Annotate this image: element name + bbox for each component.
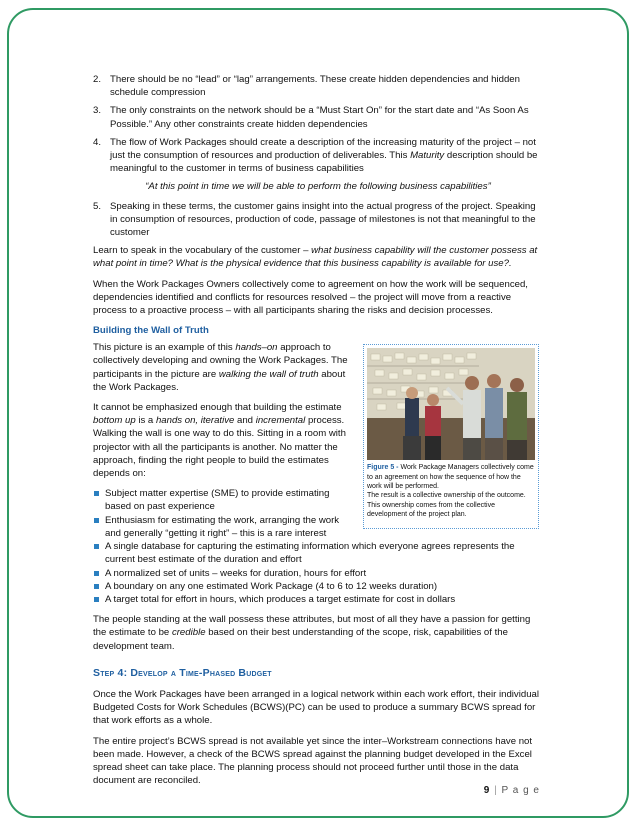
paragraph-step4-b: The entire project’s BCWS spread is not available yet since the inter–Workstream connections have not been made. However, a check of the BCWS spread against the planning budget developed in the Excel spread sheet can take place. The planning process should not proceed further until those in the data document are reconciled.	[93, 735, 533, 787]
list-item-5	[93, 200, 543, 240]
text: approach to collectively developing and owning the Work Packages. The participants in the picture are	[93, 342, 348, 380]
footer-separator: |	[490, 785, 502, 796]
item-text: There should be no “lead” or “lag” arrangements. These create hidden dependencies and hidden schedule compression	[110, 74, 520, 99]
emphasis: hands–on	[235, 342, 278, 354]
bullet-text: A normalized set of units – weeks for duration, hours for effort	[105, 567, 367, 579]
emphasis: what business capability will the customer possess at what point in time? What is the physical evidence that this business capability is available for use?.	[93, 245, 538, 270]
bullet-text: Subject matter expertise (SME) to provide estimating based on past experience	[105, 488, 330, 513]
item-text: description should be meaningful to the customer in terms of business capabilities	[110, 150, 538, 175]
heading-step-4: Step 4: Develop a Time-Phased Budget	[93, 666, 272, 679]
list-item-3	[93, 104, 543, 130]
paragraph-people	[93, 613, 543, 653]
bullet-square-icon	[94, 597, 99, 602]
heading-building-wall: Building the Wall of Truth	[93, 325, 209, 337]
item-number: 2.	[93, 74, 102, 85]
item-number: 3.	[93, 105, 102, 117]
wall-of-truth-photo	[367, 348, 535, 460]
capability-quote: “At this point in time we will be able to perform the following business capabilities”	[145, 181, 491, 193]
paragraph-step4-a: Once the Work Packages have been arranged in a logical network within each work effort, their individual Budgeted Costs for Work Schedules (BCWS)(PC) can be used to produce a summary BCWS spread for that work efforts as a whole.	[93, 688, 540, 727]
caption-text: The result is a collective ownership of the outcome. This ownership comes from the collective development of the project plan.	[367, 492, 526, 519]
wall-text-column	[93, 341, 351, 540]
figure-label: Figure 5 -	[367, 464, 399, 472]
emphasis: hands on, iterative	[155, 415, 235, 427]
emphasis: walking the wall of truth	[218, 368, 319, 380]
text: and	[234, 415, 256, 427]
bullet-square-icon	[94, 584, 99, 589]
emphasis: bottom up	[93, 415, 136, 427]
bullet-item	[93, 567, 543, 580]
item-text: The flow of Work Packages should create a description of the increasing maturity of the project – not just the consumption of resources and production of deliverables. This	[110, 136, 536, 162]
item-emphasis: Maturity	[410, 150, 445, 162]
text: process. Walking the wall is one way to do this. Sitting in a room with projector with all the participants is another. No matter the approach, finding the right people to build the estimates depends on:	[93, 415, 346, 480]
text: based on their best understanding of the scope, risk, capabilities of the development team.	[93, 627, 508, 652]
figure-caption	[367, 463, 535, 519]
text: Learn to speak in the vocabulary of the customer –	[93, 245, 312, 257]
item-text: The only constraints on the network should be a “Must Start On” for the start date and “As Soon As Possible.” Any other constraints create hidden dependencies	[110, 105, 529, 130]
bullet-text: A single database for capturing the estimating information which everyone agrees represents the current best estimate of the duration and effort	[105, 541, 515, 566]
bullet-text: Enthusiasm for estimating the work, arranging the work and generally “getting it right” – this is a rare interest	[105, 514, 340, 539]
list-item-4	[93, 136, 543, 176]
paragraph-picture	[93, 341, 351, 394]
bullet-text: A boundary on any one estimated Work Package (4 to 6 to 12 weeks duration)	[105, 580, 438, 592]
bullet-item	[93, 514, 351, 540]
bullet-square-icon	[94, 491, 99, 496]
paragraph-agreement: When the Work Packages Owners collectively come to agreement on how the work will be sequenced, dependencies identified and conflicts for resources resolved – the project will move from a reactive process to a proactive process – with all participants sharing the risks and decision processes.	[93, 278, 528, 317]
bullet-item	[93, 593, 543, 606]
list-item-2	[93, 73, 543, 99]
bullet-square-icon	[94, 571, 99, 576]
bullet-item	[93, 487, 351, 513]
text: is a	[135, 415, 156, 427]
page-footer	[484, 785, 540, 796]
bullet-item	[93, 540, 543, 566]
emphasis: credible	[171, 627, 206, 639]
document-body	[93, 73, 543, 794]
bullet-square-icon	[94, 544, 99, 549]
paragraph-emphasized	[93, 401, 351, 480]
text: This picture is an example of this	[93, 342, 236, 354]
bullet-item	[93, 580, 543, 593]
item-text: Speaking in these terms, the customer gains insight into the actual progress of the project. Speaking in consumption of resources, production of code, passage of milestones is not that meaningful to the customer	[110, 200, 536, 239]
text: about the Work Packages.	[93, 368, 346, 393]
text: It cannot be emphasized enough that building the estimate	[93, 402, 342, 414]
bullet-text: A target total for effort in hours, which produces a target estimate for cost in dollars	[105, 593, 456, 605]
figure-5	[363, 344, 539, 529]
bullet-square-icon	[94, 518, 99, 523]
item-number: 4.	[93, 136, 102, 148]
caption-text: Work Package Managers collectively come to an agreement on how the sequence of how the work will be performed.	[367, 464, 534, 491]
text: The people standing at the wall possess these attributes, but most of all they have a passion for getting the estimate to be	[93, 614, 531, 639]
page-number: 9	[483, 785, 491, 796]
paragraph-vocabulary	[93, 244, 543, 270]
item-number: 5.	[93, 200, 102, 212]
emphasis: incremental	[255, 415, 306, 427]
wall-section	[93, 341, 543, 540]
page-label: P a g e	[501, 785, 540, 796]
